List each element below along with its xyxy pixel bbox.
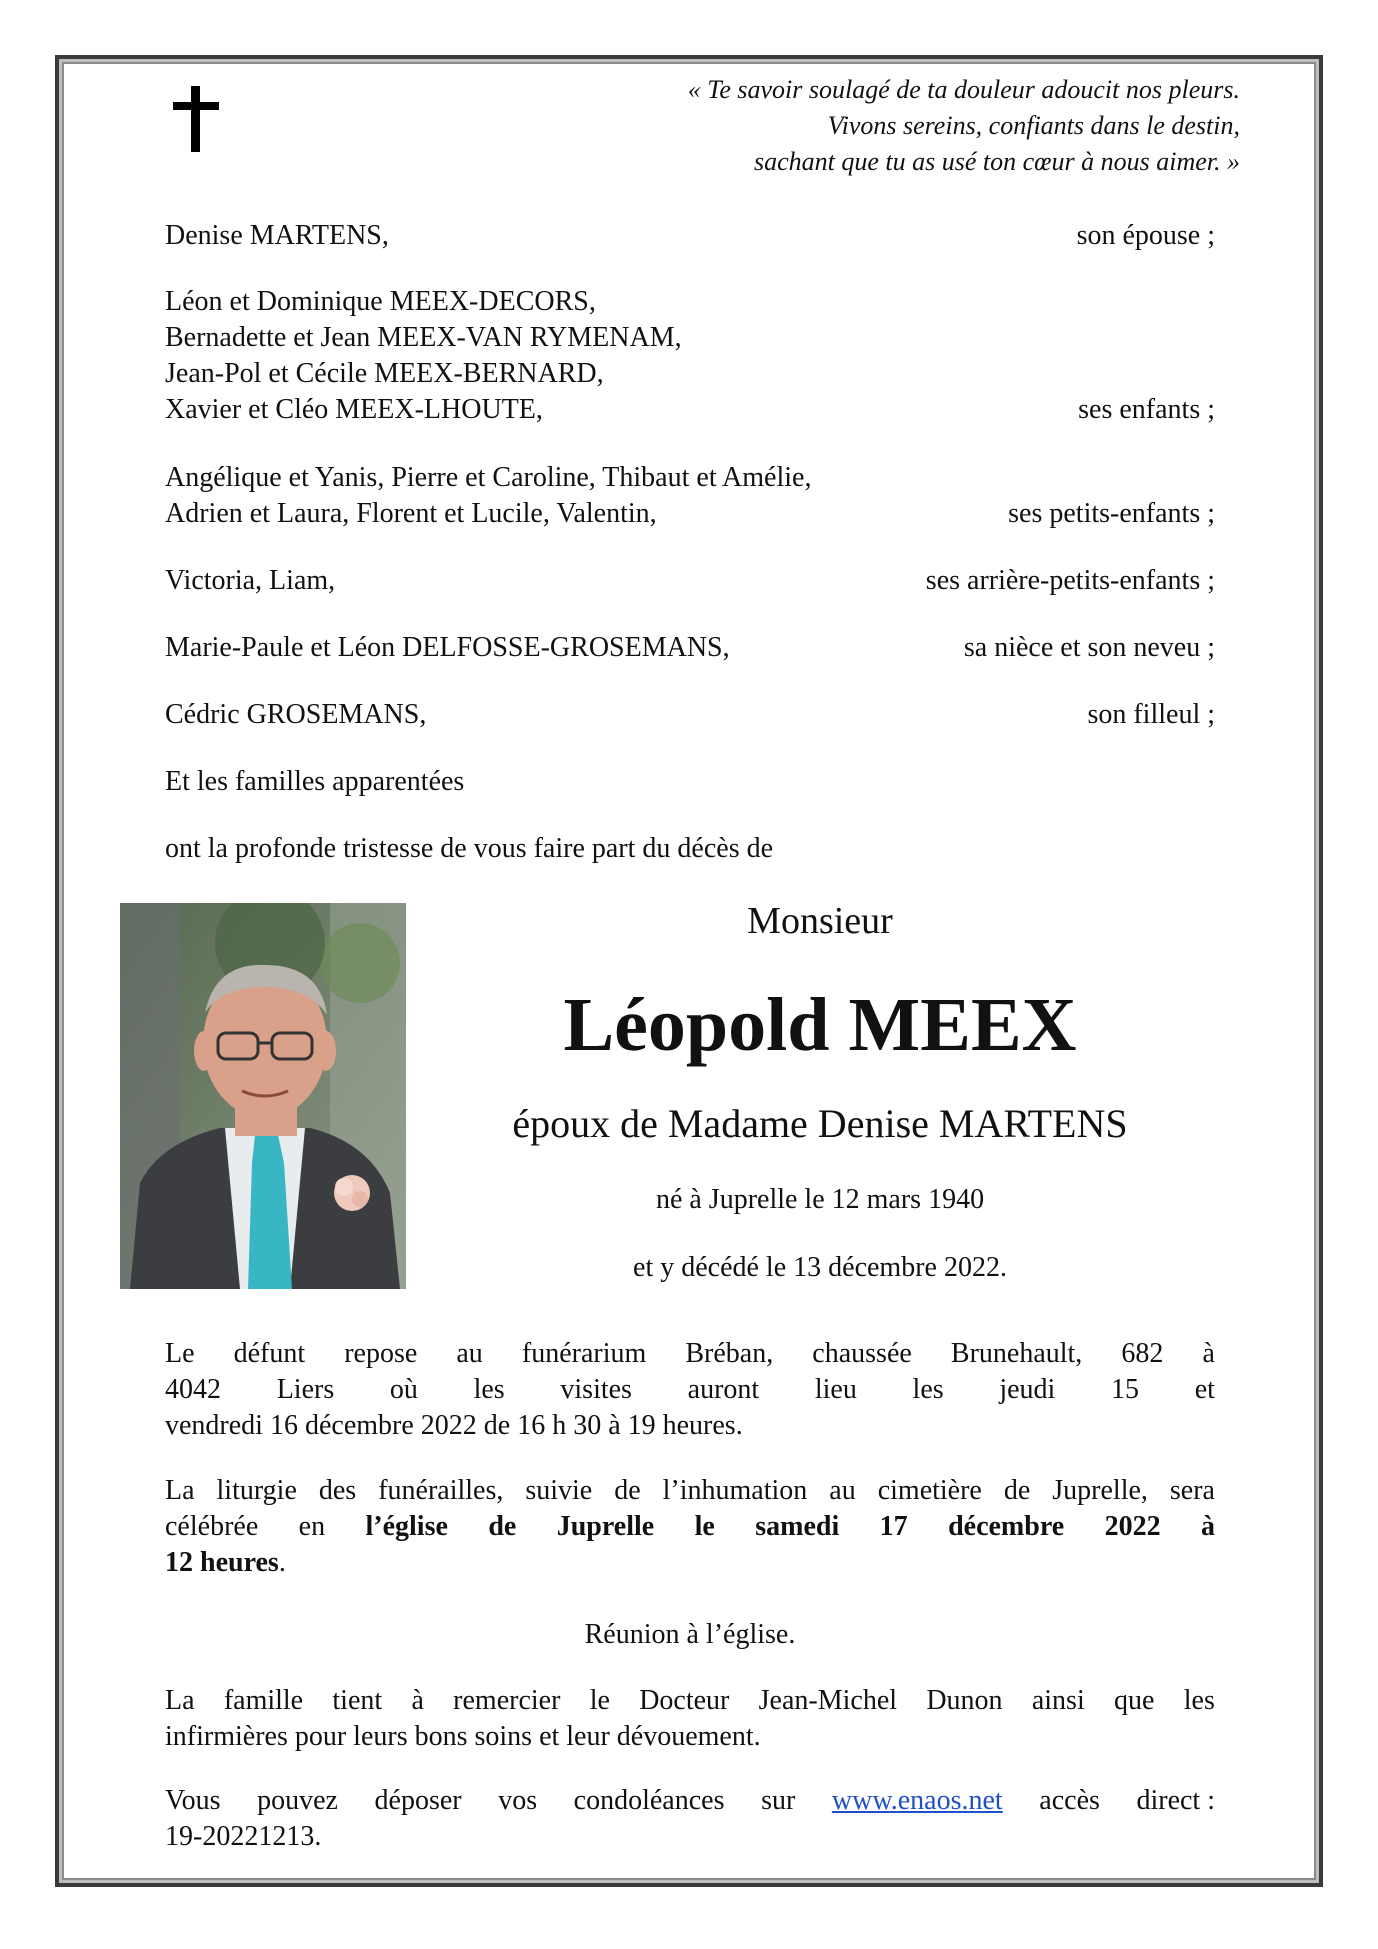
word: à	[1202, 1338, 1215, 1369]
word: l’inhumation	[662, 1475, 808, 1506]
word: funérailles,	[378, 1475, 504, 1506]
word: La	[165, 1685, 195, 1716]
word: 4042	[165, 1374, 221, 1405]
deceased-photo	[120, 903, 406, 1289]
word: famille	[223, 1685, 304, 1716]
word: les	[912, 1374, 944, 1405]
word: Bréban,	[685, 1338, 774, 1369]
family-name: Bernadette et Jean MEEX-VAN RYMENAM,	[165, 322, 682, 353]
deceased-honorific: Monsieur	[747, 900, 893, 942]
word: Docteur	[639, 1685, 730, 1716]
word: le	[589, 1685, 610, 1716]
word: chaussée	[812, 1338, 912, 1369]
family-relation: son filleul ;	[1087, 699, 1215, 730]
word: visites	[560, 1374, 632, 1405]
family-name: Léon et Dominique MEEX-DECORS,	[165, 286, 596, 317]
word: Brunehault,	[950, 1338, 1083, 1369]
word: Liers	[276, 1374, 335, 1405]
family-name: Marie-Paule et Léon DELFOSSE-GROSEMANS,	[165, 632, 730, 663]
family-name: Adrien et Laura, Florent et Lucile, Valentin,	[165, 498, 657, 529]
word-bold: 2022	[1104, 1511, 1161, 1542]
word-bold: à	[1200, 1511, 1215, 1542]
word: liturgie	[216, 1475, 297, 1506]
family-relation: ses enfants ;	[1078, 394, 1215, 425]
quote-line: Vivons sereins, confiants dans le destin,	[827, 111, 1240, 140]
word: Vous	[165, 1785, 221, 1816]
quote-line: « Te savoir soulagé de ta douleur adoucit nos pleurs.	[687, 75, 1240, 104]
word: funérarium	[521, 1338, 647, 1369]
word: défunt	[233, 1338, 306, 1369]
family-name: Victoria, Liam,	[165, 565, 336, 596]
word: au	[456, 1338, 483, 1369]
word: 682	[1121, 1338, 1164, 1369]
funeral-period: .	[278, 1547, 286, 1578]
word: célébrée	[165, 1511, 259, 1542]
word-bold: de	[488, 1511, 517, 1542]
word: déposer	[374, 1785, 462, 1816]
deceased-name: Léopold MEEX	[563, 983, 1077, 1067]
paragraph-line: infirmières pour leurs bons soins et leur dévouement.	[165, 1721, 761, 1752]
word: condoléances	[573, 1785, 725, 1816]
word: 15	[1111, 1374, 1140, 1405]
word: au	[829, 1475, 856, 1506]
paragraph-line: 19-20221213.	[165, 1821, 322, 1852]
word: de	[614, 1475, 641, 1506]
condolences-paragraph	[165, 1783, 1215, 1855]
word: ainsi	[1031, 1685, 1085, 1716]
family-relation: sa nièce et son neveu ;	[963, 632, 1215, 663]
paragraph-line	[165, 1545, 1215, 1581]
deceased-spouse-line: époux de Madame Denise MARTENS	[512, 1101, 1128, 1146]
family-name: Cédric GROSEMANS,	[165, 699, 427, 730]
paragraph-line	[165, 1473, 1215, 1509]
word: suivie	[525, 1475, 593, 1506]
funeral-time: 12 heures	[165, 1547, 279, 1578]
word-bold: Juprelle	[556, 1511, 655, 1542]
word: de	[1003, 1475, 1031, 1506]
word: que	[1114, 1685, 1155, 1716]
family-name: Denise MARTENS,	[165, 220, 389, 251]
paragraph-line	[165, 1683, 1215, 1719]
word: pouvez	[257, 1785, 338, 1816]
word: auront	[687, 1374, 760, 1405]
word: remercier	[453, 1685, 561, 1716]
word: sera	[1169, 1475, 1215, 1506]
family-relation: ses petits-enfants ;	[1008, 498, 1215, 529]
epigraph-quote	[480, 72, 1240, 180]
word: les	[473, 1374, 505, 1405]
word: cimetière	[877, 1475, 982, 1506]
word: accès	[1039, 1785, 1100, 1816]
deceased-birth: né à Juprelle le 12 mars 1940	[655, 1184, 985, 1215]
family-name: Jean-Pol et Cécile MEEX-BERNARD,	[165, 358, 604, 389]
word-bold: le	[694, 1511, 715, 1542]
visitation-paragraph	[165, 1336, 1215, 1444]
word: Jean-Michel	[758, 1685, 898, 1716]
word: direct :	[1136, 1785, 1215, 1816]
deceased-death: et y décédé le 13 décembre 2022.	[633, 1252, 1007, 1283]
funeral-paragraph	[165, 1473, 1215, 1581]
word-bold: l’église	[365, 1511, 448, 1542]
family-relation: son épouse ;	[1076, 220, 1215, 251]
word: où	[389, 1374, 418, 1405]
announcement-text: ont la profonde tristesse de vous faire part du décès de	[165, 833, 774, 864]
family-name: Xavier et Cléo MEEX-LHOUTE,	[165, 394, 543, 425]
family-relation: ses arrière-petits-enfants ;	[925, 565, 1215, 596]
cross-icon	[168, 86, 224, 152]
word: vos	[498, 1785, 538, 1816]
family-name: Angélique et Yanis, Pierre et Caroline, Thibaut et Amélie,	[165, 462, 812, 493]
word: en	[298, 1511, 326, 1542]
word-bold: samedi	[755, 1511, 840, 1542]
word: des	[318, 1475, 357, 1506]
word: tient	[332, 1685, 383, 1716]
paragraph-line	[165, 1509, 1215, 1545]
word: repose	[344, 1338, 418, 1369]
paragraph-line	[165, 1372, 1215, 1408]
reunion-note: Réunion à l’église.	[584, 1619, 796, 1650]
word-bold: 17	[879, 1511, 908, 1542]
word: et	[1194, 1374, 1215, 1405]
paragraph-line	[165, 1783, 1215, 1819]
condolences-link[interactable]: www.enaos.net	[831, 1785, 1003, 1816]
paragraph-line	[165, 1336, 1215, 1372]
thanks-paragraph	[165, 1683, 1215, 1755]
family-block-children	[165, 284, 1215, 428]
word: Le	[165, 1338, 195, 1369]
quote-line: sachant que tu as usé ton cœur à nous aimer. »	[753, 147, 1240, 176]
word: lieu	[814, 1374, 857, 1405]
family-others: Et les familles apparentées	[165, 766, 465, 797]
word: jeudi	[999, 1374, 1056, 1405]
word: La	[165, 1475, 195, 1506]
word: sur	[761, 1785, 796, 1816]
word: les	[1183, 1685, 1215, 1716]
paragraph-line: vendredi 16 décembre 2022 de 16 h 30 à 19 heures.	[165, 1410, 743, 1441]
word: Juprelle,	[1052, 1475, 1148, 1506]
word: à	[411, 1685, 424, 1716]
word: Dunon	[926, 1685, 1003, 1716]
word-bold: décembre	[948, 1511, 1065, 1542]
